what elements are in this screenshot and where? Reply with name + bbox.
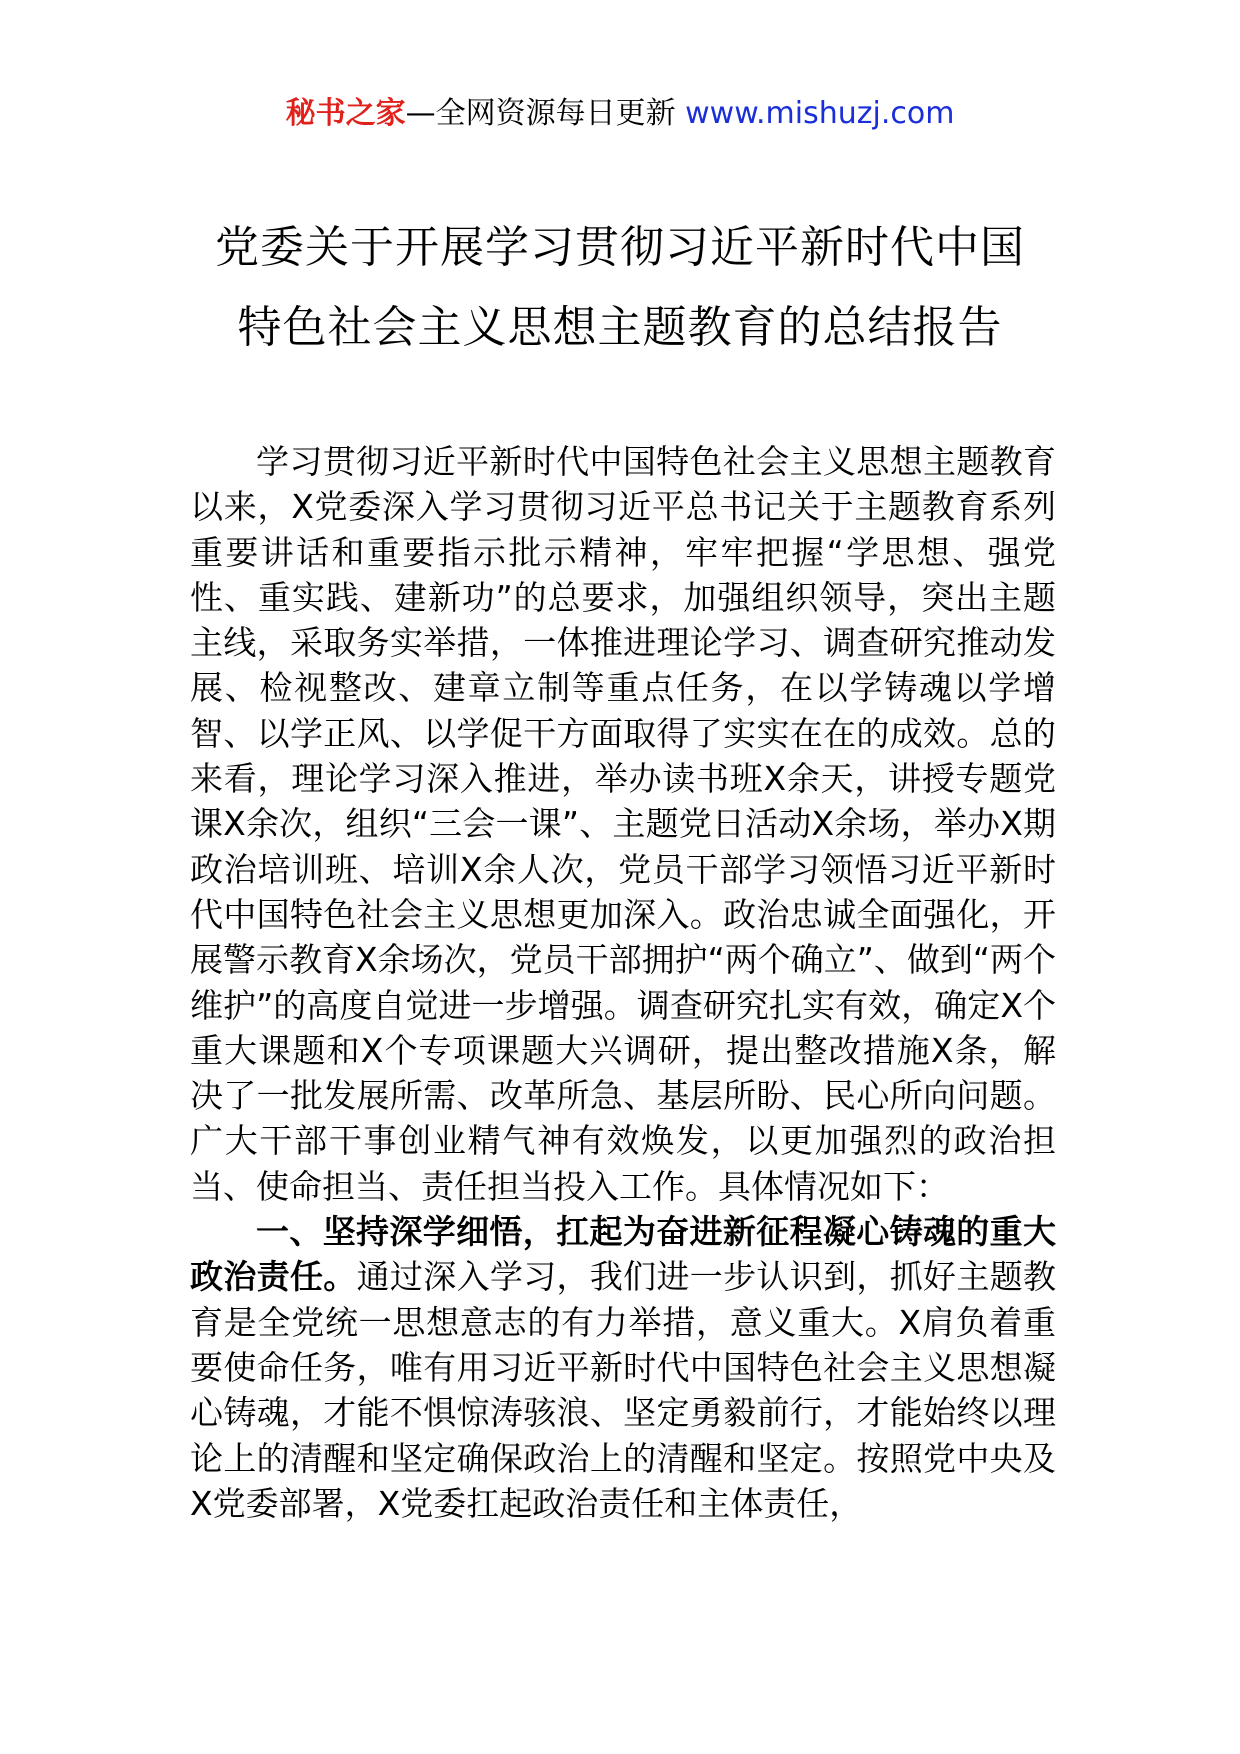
document-body — [190, 439, 1056, 1526]
intro-paragraph: 学习贯彻习近平新时代中国特色社会主义思想主题教育以来，X党委深入学习贯彻习近平总书记关于主题教育系列重要讲话和重要指示批示精神，牢牢把握“学思想、强党性、重实践、建新功”的总要求，加强组织领导，突出主题主线，采取务实举措，一体推进理论学习、调查研究推动发展、检视整改、建章立制等重点任务，在以学铸魂以学增智、以学正风、以学促干方面取得了实实在在的成效。总的来看，理论学习深入推进，举办读书班X余天，讲授专题党课X余次，组织“三会一课”、主题党日活动X余场，举办X期政治培训班、培训X余人次，党员干部学习领悟习近平新时代中国特色社会主义思想更加深入。政治忠诚全面强化，开展警示教育X余场次，党员干部拥护“两个确立”、做到“两个维护”的高度自觉进一步增强。调查研究扎实有效，确定X个重大课题和X个专项课题大兴调研，提出整改措施X条，解决了一批发展所需、改革所急、基层所盼、民心所向问题。广大干部干事创业精气神有效焕发，以更加强烈的政治担当、使命担当、责任担当投入工作。具体情况如下： — [190, 442, 1056, 1206]
section-1-paragraph — [190, 1209, 1056, 1526]
title-line-2: 特色社会主义思想主题教育的总结报告 — [237, 302, 1003, 353]
site-banner — [0, 94, 1240, 134]
section-1-text: 通过深入学习，我们进一步认识到，抓好主题教育是全党统一思想意志的有力举措，意义重大。X肩负着重要使命任务，唯有用习近平新时代中国特色社会主义思想凝心铸魂，才能不惧惊涛骇浪、坚定勇毅前行，才能始终以理论上的清醒和坚定确保政治上的清醒和坚定。按照党中央及X党委部署，X党委扛起政治责任和主体责任， — [190, 1257, 1057, 1523]
title-line-1: 党委关于开展学习贯彻习近平新时代中国 — [215, 222, 1025, 273]
site-brand: 秘书之家 — [285, 96, 406, 131]
site-url-link[interactable]: www.mishuzj.com — [685, 96, 955, 131]
document-title — [0, 208, 1240, 368]
section-1-heading: 一、坚持深学细悟，扛起为奋进新征程凝心铸魂的重大政治责任。 — [190, 1212, 1056, 1297]
site-tagline: —全网资源每日更新 — [405, 96, 676, 131]
